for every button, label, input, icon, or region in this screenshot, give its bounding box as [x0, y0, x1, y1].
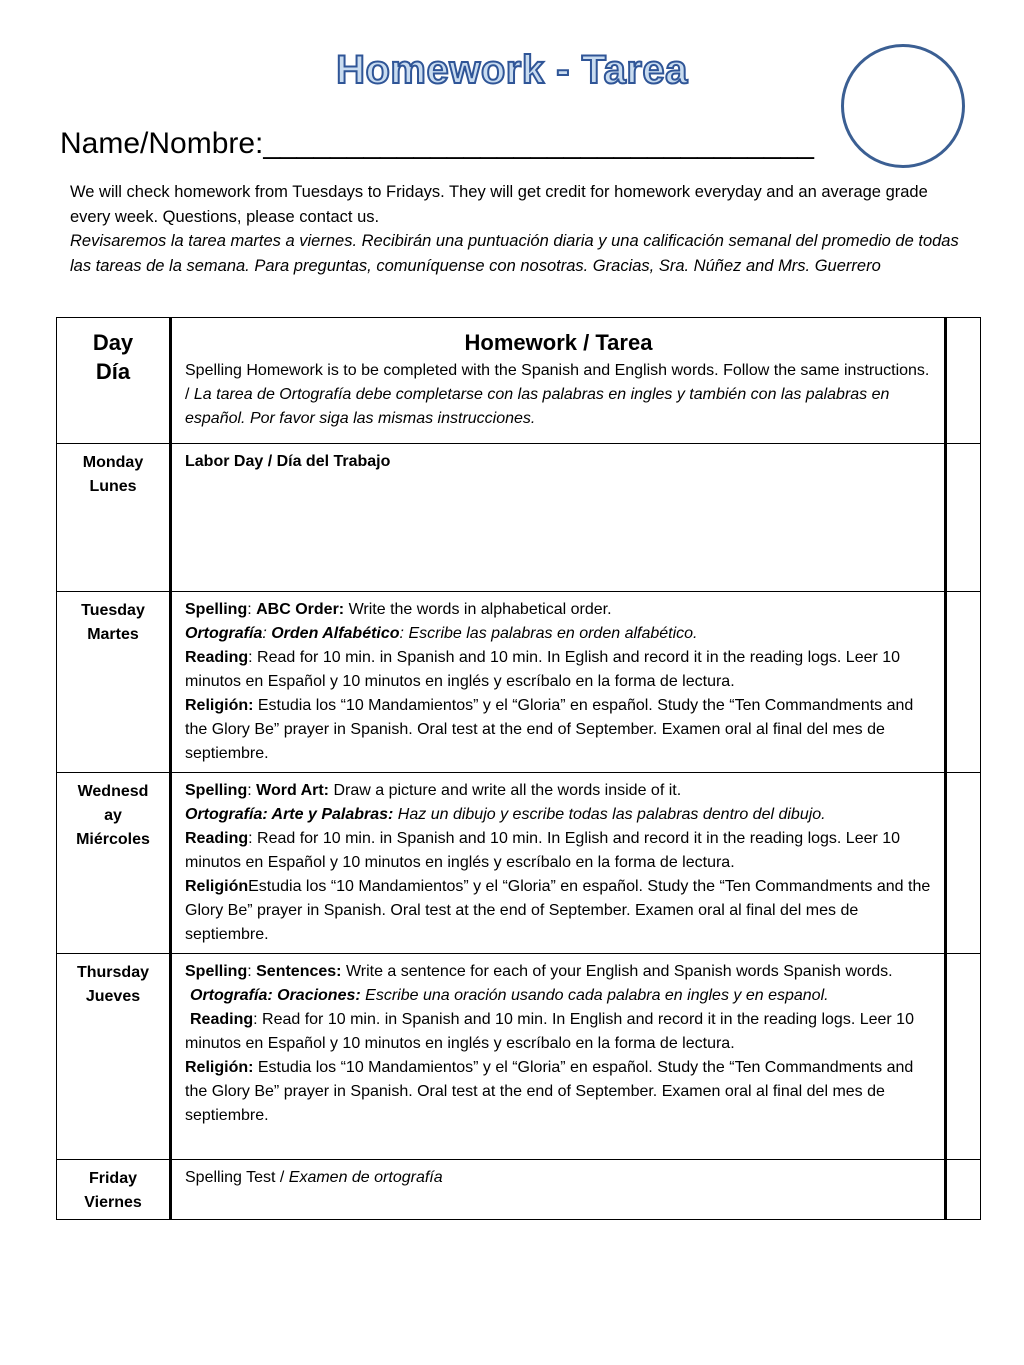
table-row-monday — [57, 444, 981, 592]
table-row-wednesday — [57, 773, 981, 954]
ortografia-label: Ortografía — [185, 625, 263, 642]
grade-circle — [841, 44, 965, 168]
table-row-friday — [57, 1160, 981, 1220]
spelling-colon: : — [247, 782, 257, 799]
religion-text: Estudia los “10 Mandamientos” y el “Gloria” en español. Study the “Ten Commandments and the Glory Be” prayer in Spanish. Oral test at the end of September. Examen oral al final del mes de septiembre. — [185, 1059, 914, 1124]
spelling-colon: : — [247, 601, 257, 618]
check-cell-monday — [946, 444, 981, 592]
day-name-english: Thursday — [76, 964, 149, 981]
ortografia-text: : Escribe las palabras en orden alfabético. — [399, 625, 698, 642]
day-name-spanish: Viernes — [84, 1194, 142, 1211]
check-cell-thursday — [946, 954, 981, 1160]
day-cell-friday — [57, 1160, 171, 1220]
ortografia-line — [185, 803, 932, 827]
ortografia-text: Haz un dibujo y escribe todas las palabras dentro del dibujo. — [393, 806, 826, 823]
day-column-header — [57, 318, 171, 444]
reading-text: : Read for 10 min. in Spanish and 10 min. In Eglish and record it in the reading logs. Leer 10 minutos en Español y 10 minutos en inglés y escríbalo en la forma de lectura. — [185, 649, 901, 690]
intro-spanish: Revisaremos la tarea martes a viernes. Recibirán una puntuación diaria y una calificación semanal del promedio de todas las tareas de la semana. Para preguntas, comuníquense con nosotras. Gracias, Sra. Núñez and Mrs. Guerrero — [70, 232, 959, 275]
spelling-text: Write a sentence for each of your English and Spanish words Spanish words. — [341, 963, 893, 980]
homework-cell-thursday — [171, 954, 946, 1160]
dia-label: Día — [95, 359, 131, 384]
spelling-label: Spelling — [185, 963, 248, 980]
table-header-row — [57, 318, 981, 444]
reading-line — [185, 646, 932, 694]
homework-cell-tuesday — [171, 592, 946, 773]
day-label: Day — [92, 330, 134, 355]
homework-cell-monday — [171, 444, 946, 592]
day-name-english: Wednesd — [77, 783, 149, 800]
instructions-spanish: La tarea de Ortografía debe completarse con las palabras en ingles y también con las palabras en español. Por favor siga las mismas instrucciones. — [185, 386, 890, 427]
day-cell-monday — [57, 444, 171, 592]
day-name-spanish: Jueves — [85, 988, 141, 1005]
intro-english: We will check homework from Tuesdays to Fridays. They will get credit for homework everyday and an average grade every week. Questions, please contact us. — [70, 183, 928, 226]
religion-text: Estudia los “10 Mandamientos” y el “Gloria” en español. Study the “Ten Commandments and the Glory Be” prayer in Spanish. Oral test at the end of September. Examen oral al final del mes de septiembre. — [185, 878, 931, 943]
ortografia-line — [185, 984, 932, 1008]
spelling-line — [185, 779, 932, 803]
reading-text: : Read for 10 min. in Spanish and 10 min. In Eglish and record it in the reading logs. Leer 10 minutos en Español y 10 minutos en inglés y escríbalo en la forma de lectura. — [185, 830, 901, 871]
holiday-text: Labor Day / Día del Trabajo — [185, 453, 391, 470]
spelling-title: Sentences: — [256, 963, 342, 980]
spelling-colon: : — [247, 963, 257, 980]
ortografia-colon: : — [262, 625, 272, 642]
ortografia-title: Orden Alfabético — [271, 625, 400, 642]
ortografia-line — [185, 622, 932, 646]
religion-label: Religión: — [185, 697, 254, 714]
reading-text: : Read for 10 min. in Spanish and 10 min. In English and record it in the reading logs. Leer 10 minutos en Español y 10 minutos en inglés y escríbalo en la forma de lectura. — [185, 1011, 914, 1052]
spelling-title: Word Art: — [256, 782, 329, 799]
day-name-spanish: Miércoles — [76, 831, 150, 848]
check-cell-tuesday — [946, 592, 981, 773]
homework-cell-wednesday — [171, 773, 946, 954]
spelling-test-spanish: Examen de ortografía — [288, 1169, 443, 1186]
religion-line — [185, 1056, 932, 1128]
reading-line — [185, 1008, 932, 1056]
religion-line — [185, 875, 932, 947]
spelling-line — [185, 598, 932, 622]
reading-label: Reading — [185, 649, 249, 666]
check-cell-friday — [946, 1160, 981, 1220]
spelling-label: Spelling — [185, 782, 248, 799]
religion-label: Religión — [185, 878, 249, 895]
intro-text — [70, 180, 960, 278]
religion-label: Religión: — [185, 1059, 254, 1076]
day-name-english: Tuesday — [81, 602, 145, 619]
homework-table — [56, 317, 981, 1220]
check-column-header — [946, 318, 981, 444]
day-name-spanish: Lunes — [89, 478, 137, 495]
page-title: Homework - Tarea — [336, 48, 688, 92]
day-cell-tuesday — [57, 592, 171, 773]
religion-text: Estudia los “10 Mandamientos” y el “Gloria” en español. Study the “Ten Commandments and the Glory Be” prayer in Spanish. Oral test at the end of September. Examen oral al final del mes de septiembre. — [185, 697, 914, 762]
reading-label: Reading — [190, 1011, 254, 1028]
ortografia-text: Escribe una oración usando cada palabra en ingles y en espanol. — [360, 987, 829, 1004]
spelling-test-english: Spelling Test / — [185, 1169, 289, 1186]
homework-heading: Homework / Tarea — [464, 330, 653, 355]
check-cell-wednesday — [946, 773, 981, 954]
name-field-label: Name/Nombre:_________________________________ — [60, 127, 814, 160]
day-cell-wednesday — [57, 773, 171, 954]
reading-label: Reading — [185, 830, 249, 847]
day-name-english: Monday — [82, 454, 144, 471]
reading-line — [185, 827, 932, 875]
table-row-tuesday — [57, 592, 981, 773]
spelling-line — [185, 960, 932, 984]
homework-cell-friday — [171, 1160, 946, 1220]
day-cell-thursday — [57, 954, 171, 1160]
day-name-english: Friday — [88, 1170, 137, 1187]
ortografia-label: Ortografía: Oraciones: — [190, 987, 361, 1004]
spelling-text: Write the words in alphabetical order. — [344, 601, 612, 618]
religion-line — [185, 694, 932, 766]
ortografia-label: Ortografía: Arte y Palabras: — [185, 806, 394, 823]
spelling-text: Draw a picture and write all the words inside of it. — [329, 782, 682, 799]
spelling-title: ABC Order: — [256, 601, 345, 618]
day-name-spanish: Martes — [87, 626, 139, 643]
spelling-label: Spelling — [185, 601, 248, 618]
day-name-english-cont: ay — [104, 807, 122, 824]
homework-column-header — [171, 318, 946, 444]
instructions-english: Spelling Homework is to be completed with the Spanish and English words. Follow the same instructions. / — [185, 362, 930, 403]
table-row-thursday — [57, 954, 981, 1160]
